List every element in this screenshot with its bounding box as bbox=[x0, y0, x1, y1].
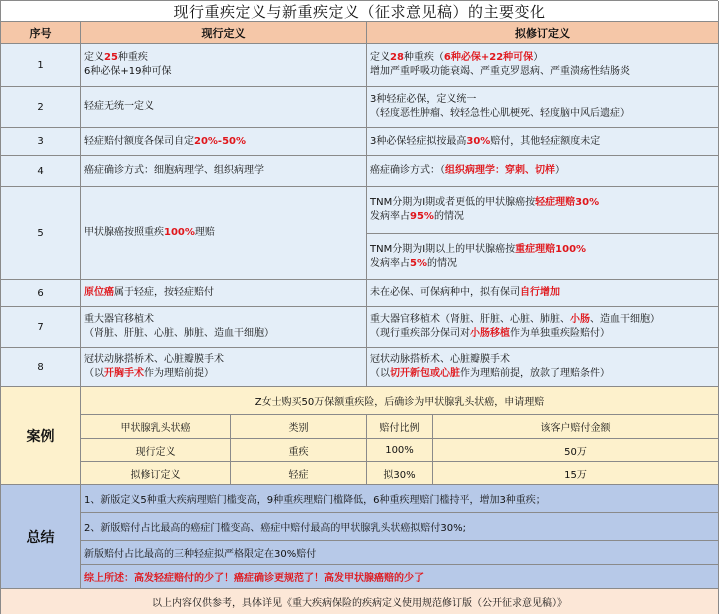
text-line: 发病率占95%的情况 bbox=[370, 211, 464, 222]
footer-row bbox=[1, 589, 719, 614]
case-table-row bbox=[1, 439, 719, 462]
summary-conclusion: 综上所述：高发轻症赔付的少了！癌症确诊更规范了！高发甲状腺癌赔的少了 bbox=[81, 565, 719, 589]
case-table-cell: 50万 bbox=[433, 439, 719, 462]
text-line: 甲状腺癌按照重疾100%理赔 bbox=[84, 227, 215, 238]
highlight-text: 组织病理学：穿刺、切样 bbox=[445, 165, 555, 176]
summary-line-2-row bbox=[1, 513, 719, 541]
case-table-cell: 赔付比例 bbox=[367, 415, 433, 439]
highlight-text: 小肠移植 bbox=[470, 328, 510, 339]
text-line: （现行重疾部分保司对小肠移植作为单独重疾险赔付） bbox=[370, 328, 610, 339]
text-line: 冠状动脉搭桥术、心脏瓣膜手术 bbox=[84, 354, 224, 365]
row-number: 4 bbox=[1, 156, 81, 187]
text-line: 6种必保+19种可保 bbox=[84, 66, 172, 77]
proposed-definition bbox=[367, 128, 719, 156]
row-number: 3 bbox=[1, 128, 81, 156]
text-line: TNM分期为I期或者更低的甲状腺癌按轻症理赔30% bbox=[370, 197, 600, 208]
highlight-text: 自行增加 bbox=[520, 287, 560, 298]
text-line: 3种轻症必保，定义统一 bbox=[370, 94, 477, 105]
case-table-cell: 现行定义 bbox=[81, 439, 231, 462]
current-definition bbox=[81, 44, 367, 87]
current-definition bbox=[81, 348, 367, 387]
highlight-text: 30% bbox=[466, 135, 491, 147]
text-line: （以开胸手术作为理赔前提） bbox=[84, 368, 214, 379]
summary-conclusion-row bbox=[1, 565, 719, 589]
case-table-cell: 重疾 bbox=[231, 439, 367, 462]
current-definition bbox=[81, 156, 367, 187]
summary-line-2: 2、新版赔付占比最高的癌症门槛变高、癌症中赔付最高的甲状腺乳头状癌拟赔付30%; bbox=[81, 513, 719, 541]
highlight-text: 轻症理赔30% bbox=[535, 197, 600, 208]
summary-line-1-row bbox=[1, 485, 719, 513]
text-line: 定义25种重疾 bbox=[84, 52, 148, 63]
proposed-definition bbox=[367, 280, 719, 307]
proposed-definition bbox=[367, 87, 719, 128]
text-line: 原位癌属于轻症，按轻症赔付 bbox=[84, 287, 214, 298]
text-line: （轻度恶性肿瘤、较轻急性心肌梗死、轻度脑中风后遗症） bbox=[370, 108, 630, 119]
text-line: 冠状动脉搭桥术、心脏瓣膜手术 bbox=[370, 354, 510, 365]
text-line: 重大器官移植术（肾脏、肝脏、心脏、肺脏、小肠、造血干细胞） bbox=[370, 314, 660, 325]
highlight-text: 28 bbox=[390, 52, 404, 63]
highlight-text: 95% bbox=[410, 211, 434, 222]
highlight-text: 原位癌 bbox=[84, 287, 114, 298]
highlight-text: 重症理赔100% bbox=[515, 243, 587, 255]
current-definition bbox=[81, 187, 367, 280]
current-definition bbox=[81, 280, 367, 307]
proposed-definition-high-stage bbox=[367, 234, 719, 280]
page-title: 现行重疾定义与新重疾定义（征求意见稿）的主要变化 bbox=[1, 1, 719, 22]
text-line: 重大器官移植术 bbox=[84, 314, 154, 325]
row-number: 7 bbox=[1, 307, 81, 348]
text-line: 定义28种重疾（6种必保+22种可保） bbox=[370, 52, 544, 63]
definition-row bbox=[1, 44, 719, 87]
case-table-cell: 类别 bbox=[231, 415, 367, 439]
text-line: 癌症确诊方式：（组织病理学：穿刺、切样） bbox=[370, 165, 565, 176]
summary-line-1: 1、新版定义5种重大疾病理赔门槛变高，9种重疾理赔门槛降低，6种重疾理赔门槛持平，增加3种重疾； bbox=[81, 485, 719, 513]
summary-line-3-row bbox=[1, 541, 719, 565]
footer-note: 以上内容仅供参考，具体详见《重大疾病保险的疾病定义使用规范修订版（公开征求意见稿）》 bbox=[1, 589, 719, 614]
case-table-cell: 拟30% bbox=[367, 462, 433, 485]
case-table-cell: 100% bbox=[367, 439, 433, 462]
case-label: 案例 bbox=[1, 387, 81, 485]
case-table-cell: 该客户赔付金额 bbox=[433, 415, 719, 439]
text-line: TNM分期为I期以上的甲状腺癌按重症理赔100% bbox=[370, 243, 587, 255]
current-definition bbox=[81, 307, 367, 348]
case-table-row bbox=[1, 462, 719, 485]
current-definition bbox=[81, 87, 367, 128]
text-line: 3种必保轻症拟按最高30%赔付，其他轻症额度未定 bbox=[370, 135, 601, 147]
highlight-text: 开胸手术 bbox=[104, 368, 144, 379]
highlight-text: 切开新包或心脏 bbox=[390, 368, 460, 379]
definition-row bbox=[1, 280, 719, 307]
proposed-definition bbox=[367, 156, 719, 187]
case-scenario: Z女士购买50万保额重疾险，后确诊为甲状腺乳头状癌，申请理赔 bbox=[81, 387, 719, 415]
highlight-text: 小肠 bbox=[570, 314, 590, 325]
text-line: 轻症无统一定义 bbox=[84, 101, 154, 112]
proposed-definition bbox=[367, 348, 719, 387]
text-line: （肾脏、肝脏、心脏、肺脏、造血干细胞） bbox=[84, 328, 274, 339]
definition-row bbox=[1, 87, 719, 128]
summary-label: 总结 bbox=[1, 485, 81, 589]
text-line: 发病率占5%的情况 bbox=[370, 257, 457, 269]
highlight-text: 25 bbox=[104, 52, 118, 63]
case-table-cell: 拟修订定义 bbox=[81, 462, 231, 485]
highlight-text: 5% bbox=[410, 257, 427, 269]
definition-row bbox=[1, 156, 719, 187]
col-header-proposed: 拟修订定义 bbox=[367, 22, 719, 44]
col-header-num: 序号 bbox=[1, 22, 81, 44]
text-line: 癌症确诊方式：细胞病理学、组织病理学 bbox=[84, 165, 264, 176]
highlight-text: 20%-50% bbox=[194, 135, 247, 147]
case-table-header bbox=[1, 415, 719, 439]
highlight-text: 6种必保+22种可保 bbox=[443, 52, 534, 63]
col-header-current: 现行定义 bbox=[81, 22, 367, 44]
definition-row bbox=[1, 128, 719, 156]
case-table-cell: 轻症 bbox=[231, 462, 367, 485]
row-number: 6 bbox=[1, 280, 81, 307]
row-number: 2 bbox=[1, 87, 81, 128]
case-table-cell: 甲状腺乳头状癌 bbox=[81, 415, 231, 439]
current-definition bbox=[81, 128, 367, 156]
highlight-text: 100% bbox=[164, 227, 195, 238]
text-line: 增加严重呼吸功能衰竭、严重克罗恩病、严重溃疡性结肠炎 bbox=[370, 66, 630, 77]
text-line: 未在必保、可保病种中，拟有保司自行增加 bbox=[370, 287, 560, 298]
proposed-definition-low-stage bbox=[367, 187, 719, 234]
case-scenario-row bbox=[1, 387, 719, 415]
row-number: 8 bbox=[1, 348, 81, 387]
summary-line-3: 新版赔付占比最高的三种轻症拟严格限定在30%赔付 bbox=[81, 541, 719, 565]
row-number: 5 bbox=[1, 187, 81, 280]
definition-row bbox=[1, 307, 719, 348]
title-row bbox=[1, 1, 719, 22]
definition-row bbox=[1, 348, 719, 387]
text-line: 轻症赔付额度各保司自定20%-50% bbox=[84, 135, 247, 147]
case-table-cell: 15万 bbox=[433, 462, 719, 485]
proposed-definition bbox=[367, 44, 719, 87]
header-row bbox=[1, 22, 719, 44]
text-line: （以切开新包或心脏作为理赔前提，放款了理赔条件） bbox=[370, 368, 610, 379]
proposed-definition bbox=[367, 307, 719, 348]
definition-row bbox=[1, 187, 719, 280]
row-number: 1 bbox=[1, 44, 81, 87]
